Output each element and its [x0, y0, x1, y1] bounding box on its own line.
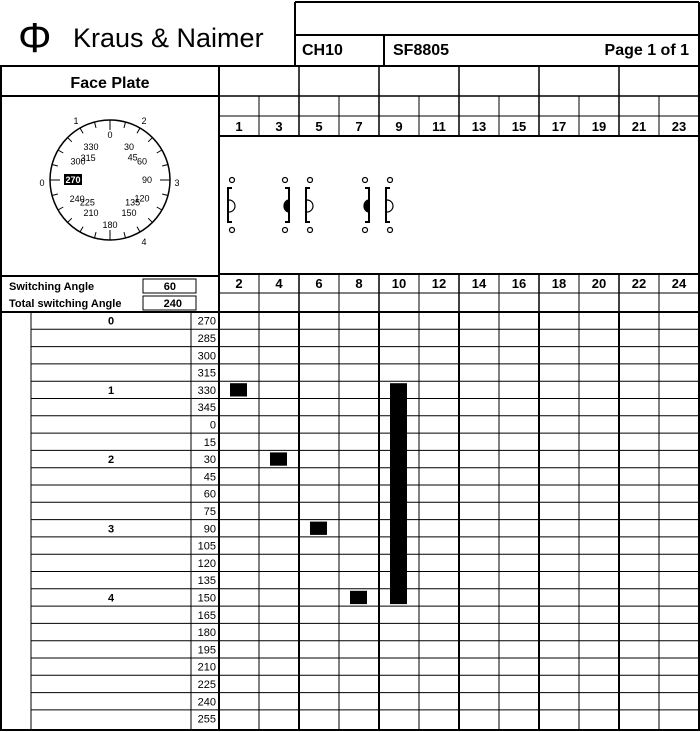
position-label: 4 [107, 592, 115, 605]
part-number: SF8805 [393, 42, 450, 59]
table-row [108, 592, 216, 604]
contact-5-closed-bar [390, 383, 407, 604]
terminal-bottom-14: 14 [471, 276, 487, 291]
terminal-bottom-12: 12 [431, 276, 447, 291]
angle-value: 120 [197, 557, 216, 570]
dial-number-240: 240 [69, 194, 85, 204]
terminal-bottom-6: 6 [315, 276, 323, 291]
angle-value: 150 [197, 592, 216, 605]
table-row [198, 350, 216, 362]
total-switching-angle-value: 240 [163, 298, 182, 310]
terminal-bottom-22: 22 [631, 276, 647, 291]
contact-1-closed-bar [230, 383, 247, 396]
dial-number-225: 225 [79, 197, 95, 208]
table-row [198, 644, 216, 656]
terminal-top-5: 5 [315, 119, 323, 134]
terminal-bottom-20: 20 [591, 276, 607, 291]
dial-number-210: 210 [83, 207, 99, 218]
angle-value: 255 [197, 713, 216, 726]
dial-position-2: 2 [141, 116, 147, 126]
terminal-bottom-2: 2 [235, 276, 243, 291]
table-row [198, 714, 216, 726]
table-row [108, 316, 216, 328]
angle-value: 180 [197, 627, 216, 640]
dial-number-120: 120 [134, 193, 150, 204]
terminal-bottom-8: 8 [355, 276, 363, 291]
total-switching-angle-label: Total switching Angle [9, 298, 122, 310]
terminal-top-13: 13 [471, 119, 487, 134]
angle-value: 135 [197, 575, 216, 588]
angle-value: 75 [203, 505, 216, 518]
table-row [198, 333, 216, 345]
terminal-top-1: 1 [235, 119, 243, 134]
contact-1-symbol [228, 178, 235, 233]
angle-value: 300 [197, 350, 216, 363]
dial-number-150: 150 [121, 207, 137, 218]
table-row [198, 402, 216, 414]
angle-value: 60 [203, 488, 216, 501]
angle-value: 315 [197, 367, 216, 380]
table-row [204, 437, 216, 449]
dial-number-180: 180 [102, 220, 118, 230]
position-label: 2 [107, 454, 115, 467]
angle-value: 240 [197, 696, 216, 709]
position-label: 0 [107, 315, 115, 328]
terminal-top-21: 21 [631, 119, 647, 134]
table-row [204, 471, 216, 483]
dial-number-135: 135 [125, 197, 141, 208]
angle-value: 330 [197, 384, 216, 397]
face-plate-title: Face Plate [70, 75, 150, 92]
angle-value: 90 [203, 523, 216, 536]
angle-value: 210 [197, 661, 216, 674]
terminal-top-9: 9 [395, 119, 403, 134]
terminal-bottom-16: 16 [511, 276, 527, 291]
angle-value: 30 [203, 454, 216, 467]
table-row [108, 454, 216, 466]
table-row [198, 541, 216, 553]
angle-value: 15 [203, 436, 216, 449]
dial-number-60: 60 [137, 156, 148, 167]
angle-value: 105 [197, 540, 216, 553]
angle-value: 345 [197, 402, 216, 415]
table-row [204, 489, 216, 501]
contact-3-closed-bar [310, 522, 327, 535]
table-row [198, 575, 216, 587]
terminal-bottom-24: 24 [671, 276, 687, 291]
contact-2-3-symbol [283, 178, 314, 233]
angle-value: 165 [197, 609, 216, 622]
dial-position-1: 1 [73, 116, 79, 126]
switching-angle-label: Switching Angle [9, 281, 95, 293]
dial-number-45: 45 [127, 152, 138, 163]
table-row [210, 419, 216, 431]
terminal-top-11: 11 [432, 119, 446, 134]
terminal-top-3: 3 [275, 119, 283, 134]
table-row [204, 506, 216, 518]
position-label: 3 [107, 523, 115, 536]
page-indicator: Page 1 of 1 [604, 42, 689, 59]
contact-4-closed-bar [350, 591, 367, 604]
dial-number-315: 315 [80, 153, 96, 164]
brand-name: Kraus & Naimer [73, 23, 264, 53]
terminal-bottom-4: 4 [275, 276, 283, 291]
dial-position-3: 3 [174, 178, 180, 188]
terminal-top-17: 17 [551, 119, 567, 134]
dial-number-90: 90 [141, 175, 153, 185]
terminal-top-7: 7 [355, 119, 363, 134]
dial-position-4: 4 [141, 237, 147, 247]
terminal-bottom-10: 10 [391, 276, 407, 291]
table-row [198, 679, 216, 691]
dial-position-0: 0 [39, 178, 45, 188]
terminal-top-23: 23 [671, 119, 687, 134]
dial-number-0: 0 [107, 130, 113, 140]
angle-value: 0 [209, 419, 216, 432]
terminal-top-19: 19 [591, 119, 607, 134]
table-row [198, 662, 216, 674]
brand-logo-symbol: Φ [18, 14, 52, 61]
table-row [198, 627, 216, 639]
contact-2-closed-bar [270, 452, 287, 465]
angle-value: 270 [197, 315, 216, 328]
angle-value: 45 [203, 471, 216, 484]
dial-number-300: 300 [70, 156, 86, 167]
angle-value: 195 [197, 644, 216, 657]
dial-number-270: 270 [65, 175, 81, 185]
switching-angle-value: 60 [163, 281, 176, 293]
table-row [108, 523, 216, 535]
table-row [198, 610, 216, 622]
series-code: CH10 [302, 42, 343, 59]
table-row [108, 385, 216, 397]
position-label: 1 [107, 384, 115, 397]
dial-number-30: 30 [123, 142, 135, 153]
angle-value: 285 [197, 332, 216, 345]
table-row [198, 368, 216, 380]
dial-number-330: 330 [83, 142, 99, 153]
terminal-top-15: 15 [511, 119, 527, 134]
terminal-bottom-18: 18 [551, 276, 567, 291]
table-row [198, 558, 216, 570]
contact-4-5-symbol [363, 178, 394, 233]
angle-value: 225 [197, 678, 216, 691]
table-row [198, 696, 216, 708]
